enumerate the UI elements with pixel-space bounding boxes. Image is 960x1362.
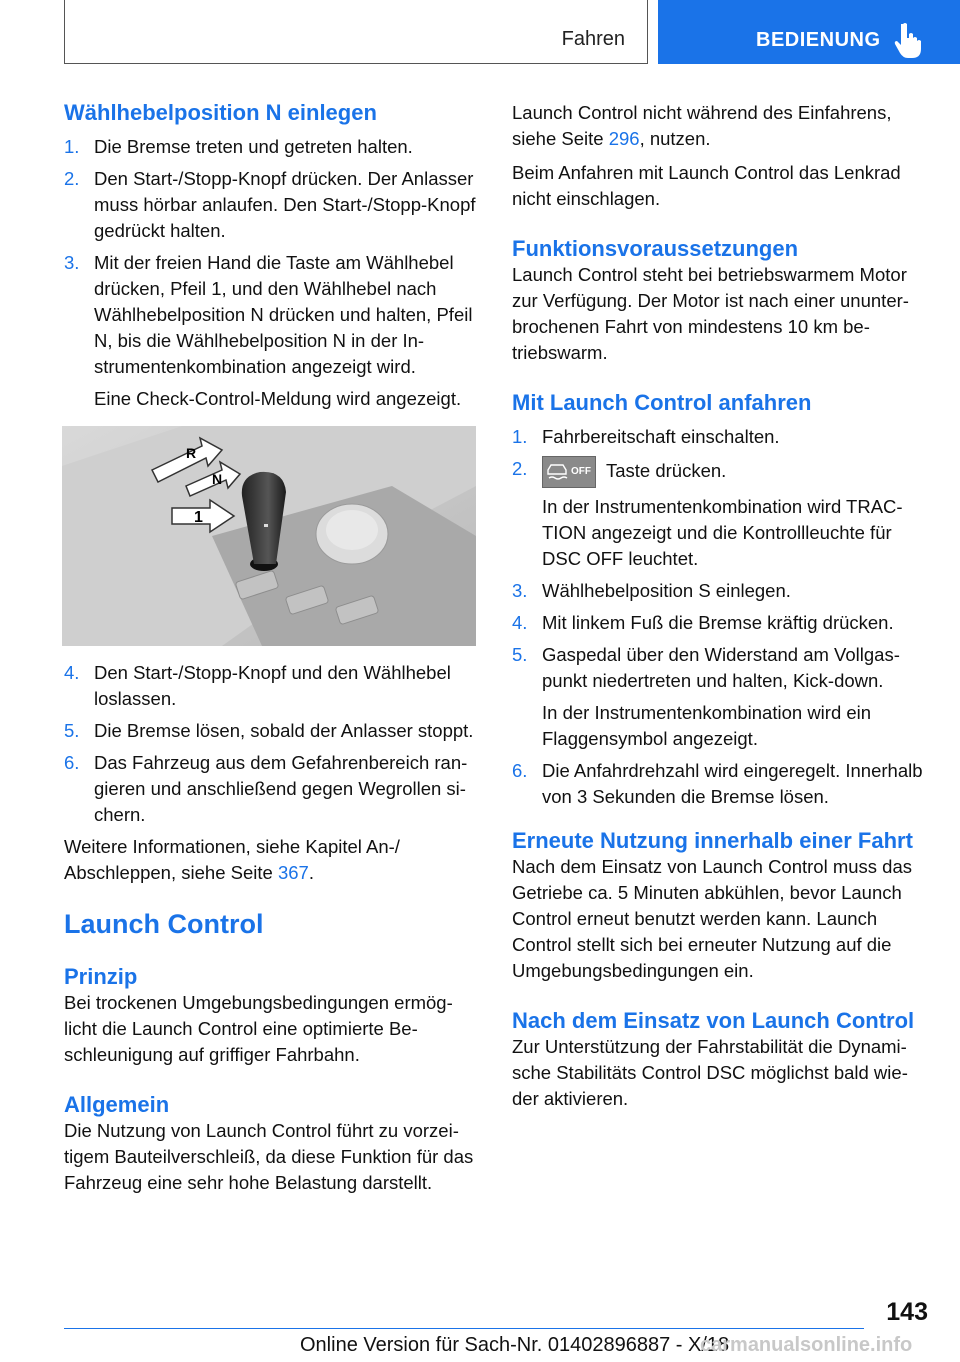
- header-chapter-label: BEDIENUNG: [756, 29, 881, 51]
- list-item: 2. OFF Taste drücken. In der Instrumentenkombination wird TRACTION angezeigt und die Kontrollleuchte für DSC OFF leuchtet.: [512, 458, 903, 569]
- arrow-label-n: N: [212, 471, 223, 487]
- left-column-top: [64, 100, 478, 418]
- gear-selector-image: [62, 426, 476, 646]
- intro-paragraph: Launch Control nicht während des Einfahrens, siehe Seite 296, nutzen.: [512, 102, 892, 149]
- nach-text: Zur Unterstützung der Fahrstabilität die Dynamische Stabilitäts Control DSC möglichst bald wieder aktivieren.: [512, 1036, 908, 1109]
- intro2-paragraph: Beim Anfahren mit Launch Control das Lenkrad nicht einschlagen.: [512, 162, 901, 209]
- heading-n-einlegen: Wählhebelposition N einlegen: [64, 100, 377, 125]
- arrow-label-1: 1: [194, 509, 203, 526]
- dsc-off-button-icon: [542, 456, 596, 488]
- funktion-text: Launch Control steht bei betriebswarmem Motor zur Verfügung. Der Motor ist nach einer ununterbrochenen Fahrt von mindestens 10 km betriebswarm.: [512, 264, 909, 363]
- steps-list-a: [64, 134, 478, 412]
- info-paragraph: Weitere Informationen, siehe Kapitel An-/ Abschleppen, siehe Seite 367.: [64, 836, 400, 883]
- footer-divider: [64, 1328, 864, 1329]
- left-column-bottom: [64, 660, 478, 1196]
- heading-funktionsvoraussetzungen: Funktionsvoraussetzungen: [512, 236, 799, 261]
- heading-launch-control: Launch Control: [64, 909, 264, 939]
- footer-version-text: Online Version für Sach-Nr. 01402896887 - X/18: [300, 1334, 730, 1356]
- list-item: 6. Die Anfahrdrehzahl wird eingeregelt. Innerhalb von 3 Sekunden die Bremse lösen.: [512, 760, 923, 807]
- prinzip-text: Bei trockenen Umgebungsbedingungen ermöglicht die Launch Control eine optimierte Beschleunigung auf griffiger Fahrbahn.: [64, 992, 453, 1065]
- list-item: 2. Den Start-/Stopp-Knopf drücken. Der Anlasser muss hörbar anlaufen. Den Start-/Stopp-Knopf gedrückt halten.: [64, 168, 476, 241]
- list-item: 4. Den Start-/Stopp-Knopf und den Wählhebel loslassen.: [64, 662, 451, 709]
- heading-erneute-nutzung: Erneute Nutzung innerhalb einer Fahrt: [512, 828, 913, 853]
- arrow-label-r: R: [186, 445, 197, 461]
- watermark-logo: carmanualsonline.info: [700, 1334, 913, 1356]
- header-section-box: [64, 0, 648, 64]
- steps-list-right: [512, 424, 926, 810]
- header-chapter-tab[interactable]: [658, 0, 960, 64]
- list-item: 1. Fahrbereitschaft einschalten.: [512, 426, 780, 447]
- page-link-296[interactable]: 296: [608, 128, 640, 149]
- header-section-title: Fahren: [561, 28, 625, 50]
- heading-mit-launch-control: Mit Launch Control anfahren: [512, 390, 812, 415]
- list-item: 5. Gaspedal über den Widerstand am Vollgaspunkt niedertreten und halten, Kick-down. In der Instrumentenkombination wird ein Flaggensymbol angezeigt.: [512, 644, 900, 749]
- list-item: 1. Die Bremse treten und getreten halten.: [64, 136, 413, 157]
- heading-prinzip: Prinzip: [64, 964, 138, 989]
- list-item: 3. Mit der freien Hand die Taste am Wählhebel drücken, Pfeil 1, und den Wählhebel nach Wählhebelposition N drücken und halten, Pfeil N, bis die Wählhebelposition N in der Instrumentenkombination angezeigt wird. Eine Check-Control-Meldung wird angezeigt.: [64, 252, 473, 409]
- list-item: 3. Wählhebelposition S einlegen.: [512, 580, 791, 601]
- page-link-367[interactable]: 367: [277, 862, 309, 883]
- svg-text:OFF: OFF: [571, 466, 591, 477]
- page-number: 143: [886, 1298, 928, 1326]
- erneut-text: Nach dem Einsatz von Launch Control muss das Getriebe ca. 5 Minuten abkühlen, bevor Launch Control erneut benutzt werden kann. Launch Control stellt sich bei erneuter Nutzung auf die Umgebungsbedingungen ein.: [512, 856, 913, 981]
- list-item: 4. Mit linkem Fuß die Bremse kräftig drücken.: [512, 612, 894, 633]
- steps-list-b: [64, 660, 478, 828]
- right-column: [512, 100, 926, 1112]
- heading-allgemein: Allgemein: [64, 1092, 170, 1117]
- hand-pointer-icon: [894, 22, 922, 58]
- heading-nach-dem-einsatz: Nach dem Einsatz von Launch Control: [512, 1008, 915, 1033]
- list-item: 5. Die Bremse lösen, sobald der Anlasser stoppt.: [64, 720, 474, 741]
- allgemein-text: Die Nutzung von Launch Control führt zu vorzeitigem Bauteilverschleiß, da diese Funktion für das Fahrzeug eine sehr hohe Belastung darstellt.: [64, 1120, 474, 1193]
- list-item: 6. Das Fahrzeug aus dem Gefahrenbereich rangieren und anschließend gegen Wegrollen sichern.: [64, 752, 468, 825]
